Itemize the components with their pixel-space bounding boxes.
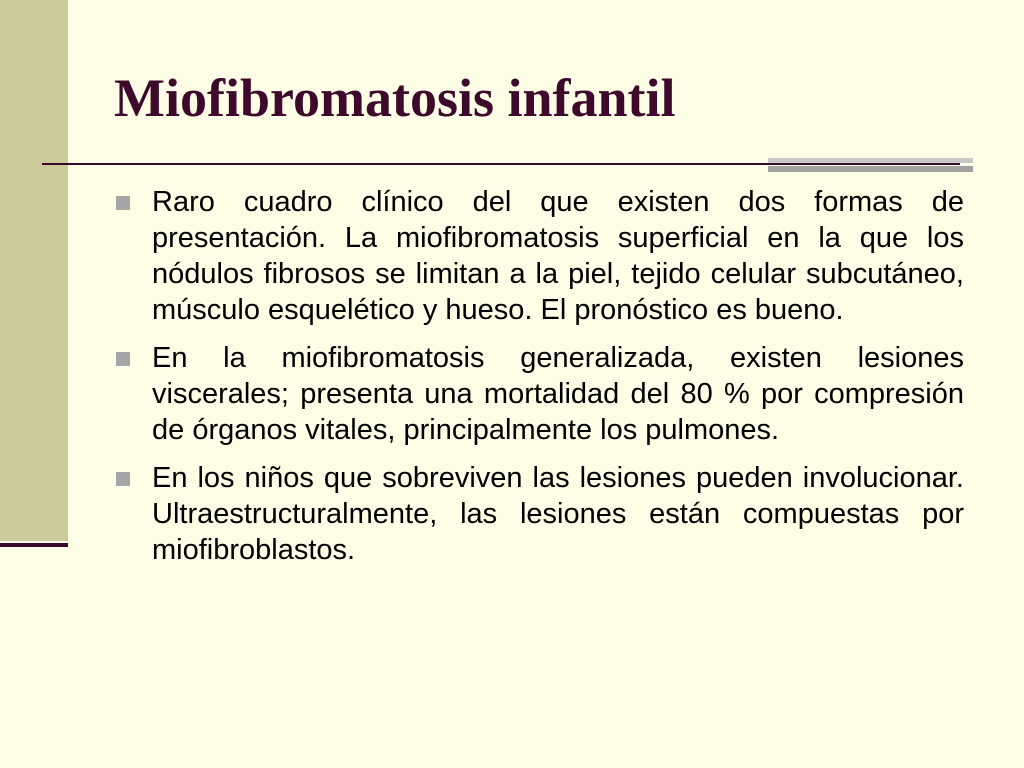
slide-title: Miofibromatosis infantil: [114, 68, 676, 128]
square-bullet-icon: [116, 196, 130, 210]
square-bullet-icon: [116, 352, 130, 366]
bullet-text: En los niños que sobreviven las lesiones pueden involucionar. Ultraestructuralmente, las lesiones están compuestas por miofibroblastos.: [152, 462, 964, 566]
left-decorative-band: [0, 0, 68, 541]
bullet-item: [114, 460, 964, 568]
bullet-item: [114, 340, 964, 448]
bullet-text: Raro cuadro clínico del que existen dos formas de presentación. La miofibromatosis superficial en la que los nódulos fibrosos se limitan a la piel, tejido celular subcutáneo, músculo esquelético y hueso. El pronóstico es bueno.: [152, 186, 964, 326]
divider-accent-light: [768, 158, 973, 163]
divider-accent-dark: [768, 166, 973, 172]
divider-accent: [768, 158, 973, 172]
bullet-item: [114, 184, 964, 328]
bullet-text: En la miofibromatosis generalizada, existen lesiones viscerales; presenta una mortalidad del 80 % por compresión de órganos vitales, principalmente los pulmones.: [152, 342, 964, 446]
left-decorative-bar: [0, 543, 68, 547]
bullet-list: [114, 184, 964, 580]
square-bullet-icon: [116, 472, 130, 486]
